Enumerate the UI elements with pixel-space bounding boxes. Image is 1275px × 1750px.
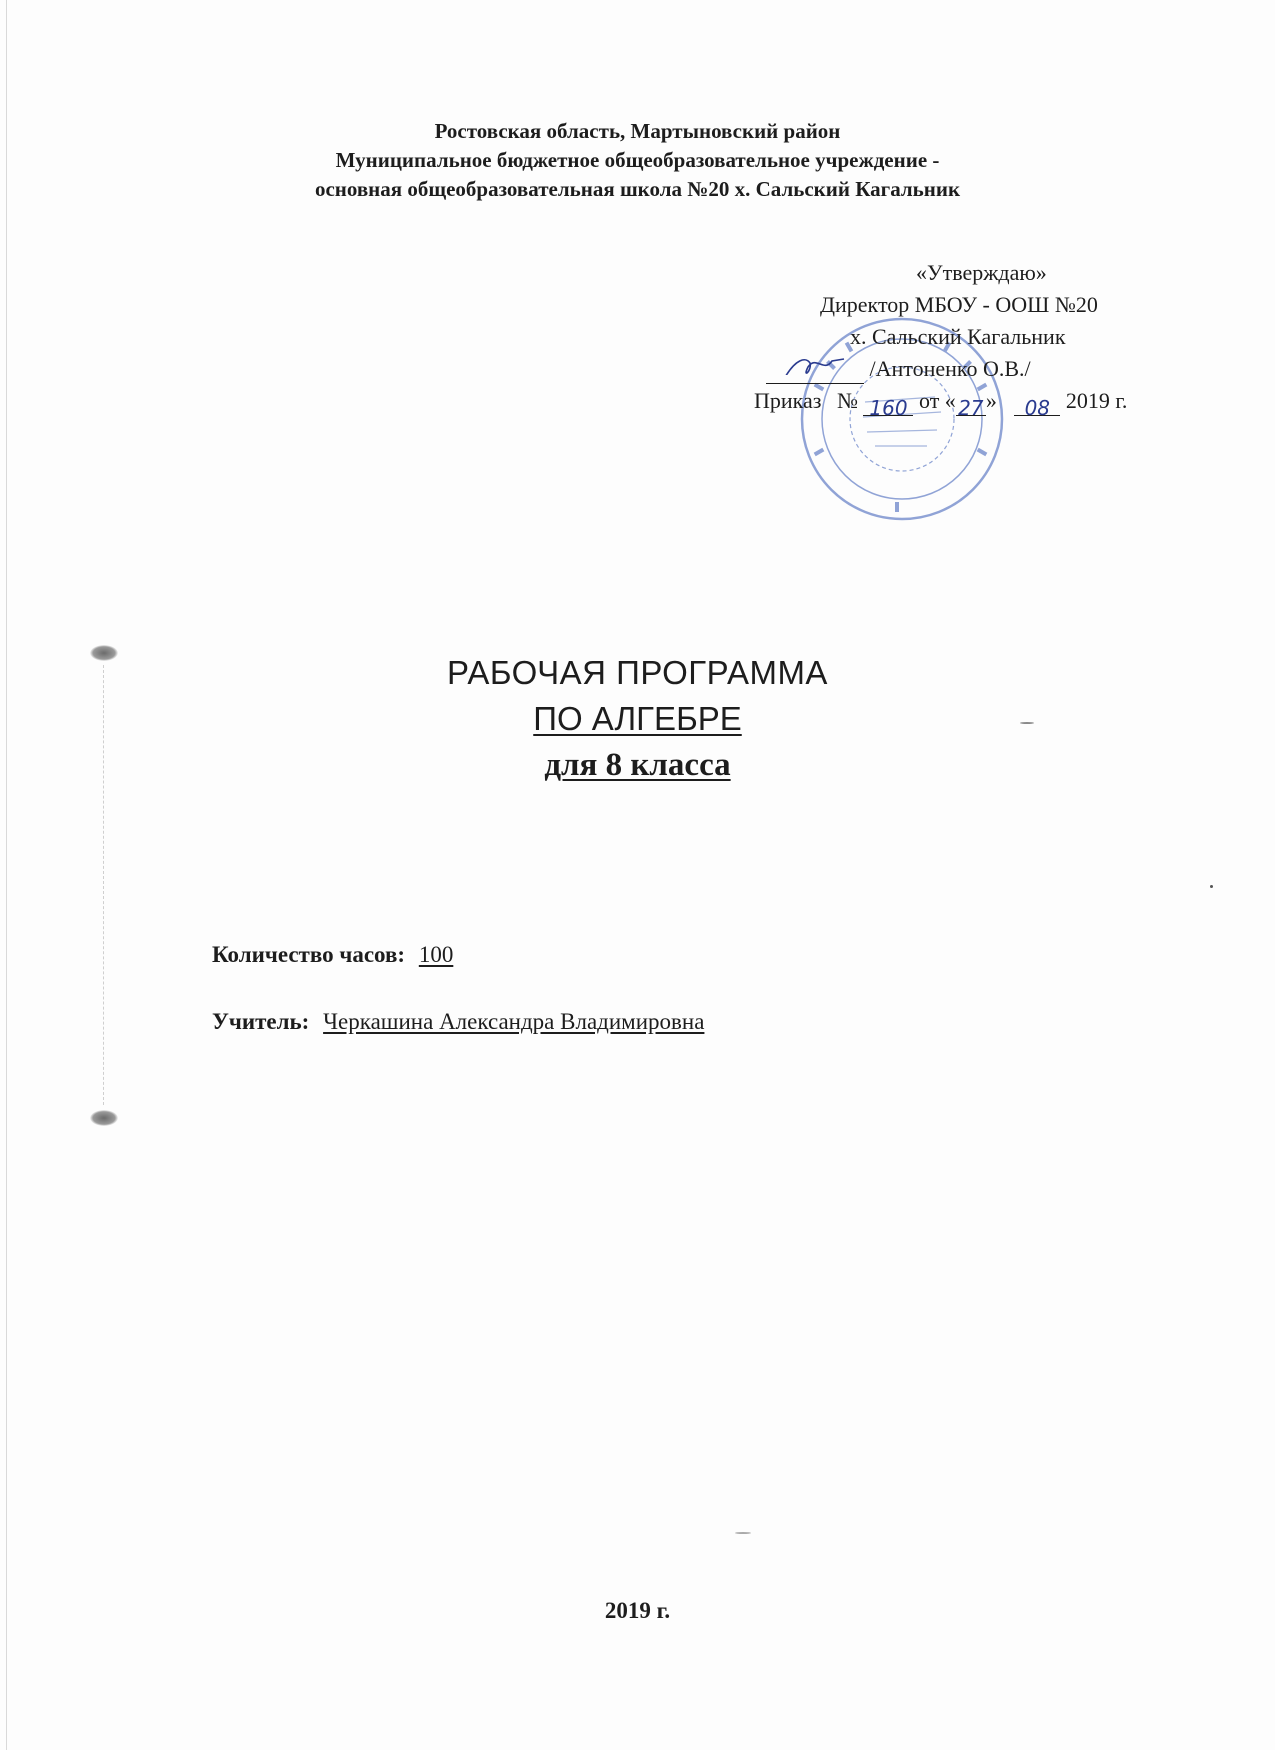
school-name-line: основная общеобразовательная школа №20 х. Сальский Кагальник — [314, 177, 961, 201]
region-line: Ростовская область, Мартыновский район — [434, 119, 841, 143]
director-name: /Антоненко О.В./ — [869, 356, 1031, 381]
order-line — [754, 386, 1128, 420]
scan-speck — [1210, 885, 1213, 888]
order-label: Приказ — [754, 388, 822, 413]
teacher-label: Учитель: — [212, 1009, 310, 1034]
school-location: х. Сальский Кагальник — [850, 324, 1066, 349]
approval-heading: «Утверждаю» — [916, 260, 1047, 285]
signature-blank — [766, 361, 864, 384]
signature-line — [766, 354, 1031, 384]
order-year: 2019 г. — [1065, 388, 1128, 413]
institution-type-line: Муниципальное бюджетное общеобразовательное учреждение - — [335, 148, 940, 172]
order-day: 27 — [958, 396, 984, 420]
hours-value: 100 — [418, 942, 454, 967]
teacher-row — [212, 1009, 704, 1035]
order-number-sign: № — [836, 388, 858, 413]
order-day-close: » — [985, 388, 997, 413]
order-month-blank — [1014, 393, 1060, 420]
document-title-block — [0, 650, 1275, 788]
handwritten-signature — [766, 353, 864, 375]
hours-label: Количество часов: — [212, 942, 406, 967]
organization-header — [0, 117, 1275, 204]
document-subject: ПО АЛГЕБРЕ — [533, 700, 742, 737]
order-day-blank — [956, 393, 986, 420]
order-date-from: от « — [918, 388, 956, 413]
hours-row — [212, 942, 453, 968]
document-grade: для 8 класса — [544, 747, 731, 783]
document-title: РАБОЧАЯ ПРОГРАММА — [447, 654, 828, 691]
order-number: 160 — [869, 396, 908, 420]
binder-hole-bottom — [90, 1110, 118, 1126]
director-position: Директор МБОУ - ООШ №20 — [820, 292, 1098, 317]
scan-speck — [735, 1532, 751, 1534]
scan-edge — [6, 0, 7, 1750]
footer-year: 2019 г. — [604, 1598, 671, 1623]
order-number-blank — [863, 393, 913, 420]
teacher-value: Черкашина Александра Владимировна — [323, 1009, 705, 1034]
order-month: 08 — [1024, 396, 1051, 420]
